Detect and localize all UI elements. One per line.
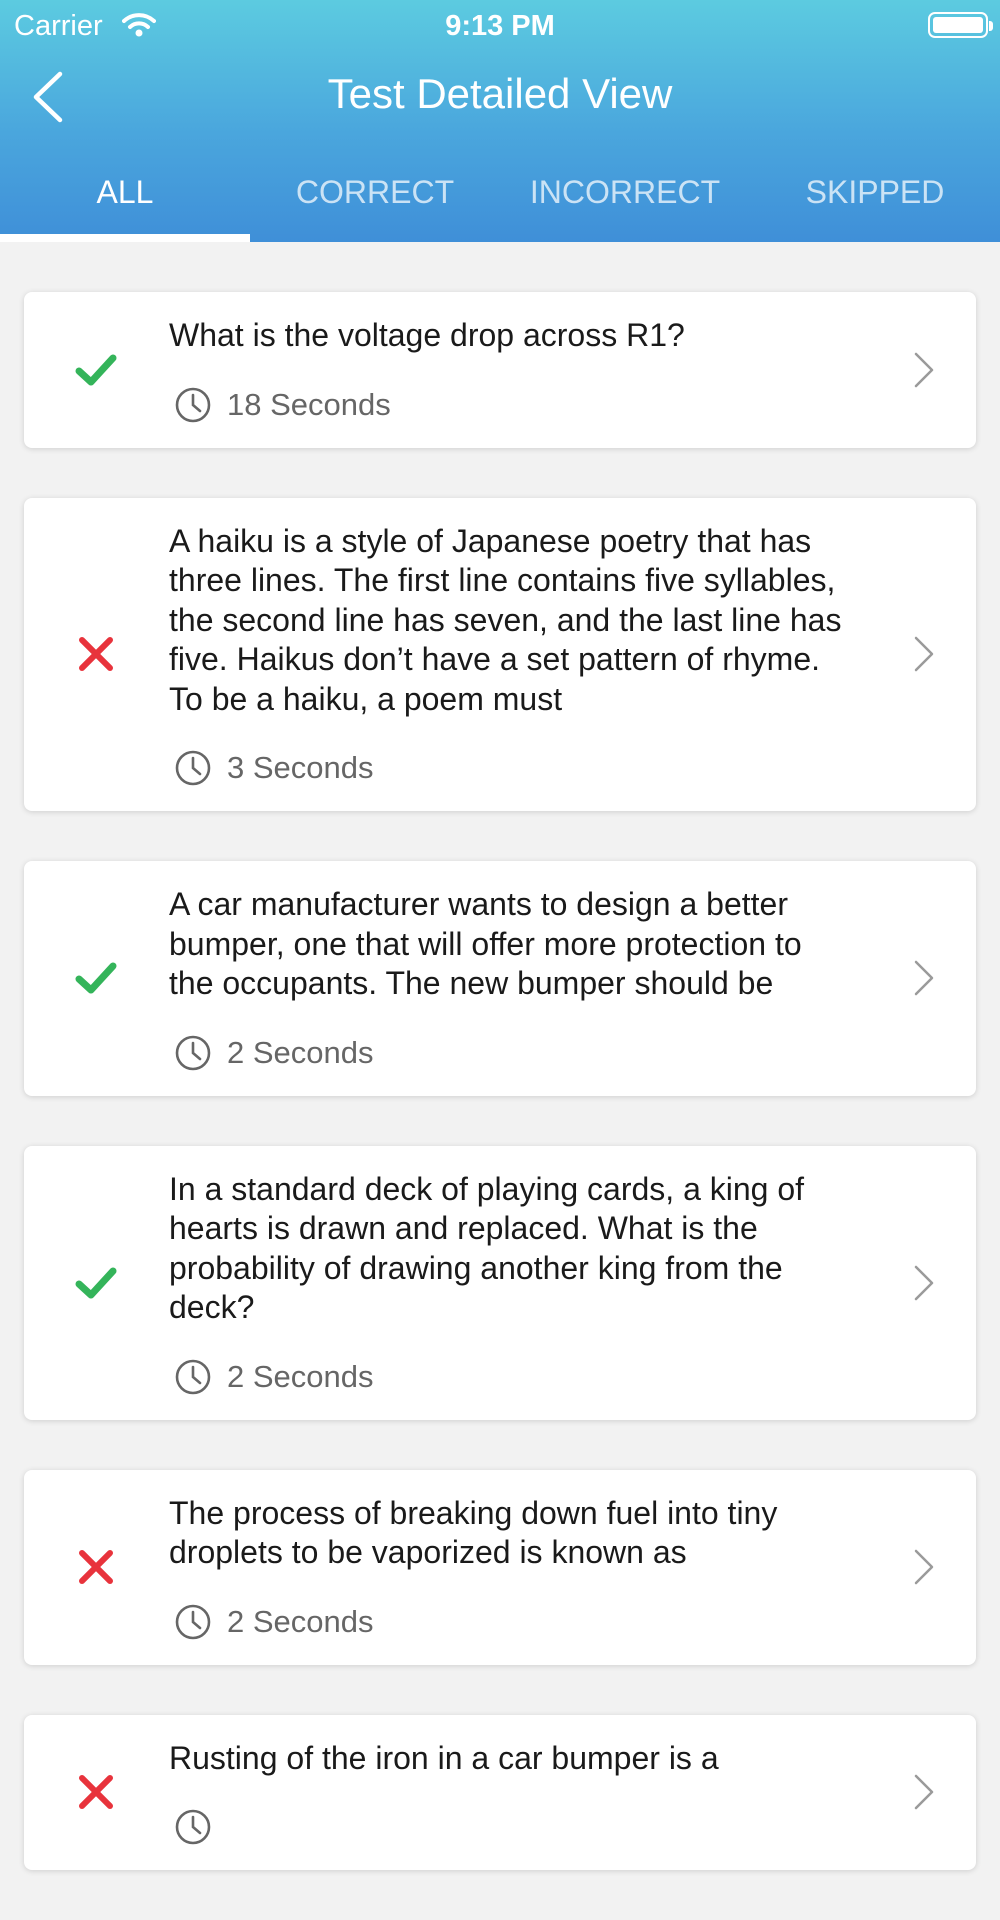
tab-skipped[interactable]: SKIPPED — [805, 174, 945, 210]
question-card[interactable] — [24, 1715, 976, 1871]
question-text: In a standard deck of playing cards, a king of hearts is drawn and replaced. What is the probability of drawing another king from the deck? — [169, 1170, 805, 1325]
chevron-right-icon — [912, 1547, 936, 1587]
app-header — [0, 0, 1000, 242]
tab-incorrect[interactable]: INCORRECT — [529, 174, 721, 210]
time-taken — [169, 1034, 846, 1072]
status-time: 9:13 PM — [445, 10, 555, 42]
time-taken-label: 2 Seconds — [227, 1603, 374, 1639]
cross-icon — [74, 632, 118, 676]
question-card[interactable] — [24, 1470, 976, 1665]
status-bar — [0, 0, 1000, 50]
clock-icon — [174, 749, 212, 787]
chevron-right-icon — [912, 1263, 936, 1303]
question-card[interactable] — [24, 292, 976, 448]
time-taken — [169, 1603, 846, 1641]
checkmark-icon — [74, 956, 118, 1000]
clock-icon — [174, 1603, 212, 1641]
question-text: Rusting of the iron in a car bumper is a — [169, 1739, 719, 1776]
question-text: What is the voltage drop across R1? — [169, 317, 685, 353]
time-taken — [169, 1358, 846, 1396]
time-taken-label: 2 Seconds — [227, 1358, 374, 1394]
clock-icon — [174, 1808, 212, 1846]
time-taken-label: 3 Seconds — [227, 750, 374, 785]
filter-tabs — [0, 168, 1000, 242]
clock-icon — [174, 386, 212, 424]
question-card[interactable] — [24, 1146, 976, 1420]
checkmark-icon — [74, 348, 118, 392]
clock-icon — [174, 1358, 212, 1396]
chevron-right-icon — [912, 634, 936, 674]
battery-icon — [928, 12, 988, 38]
chevron-right-icon — [912, 350, 936, 390]
time-taken-label: 18 Seconds — [227, 386, 391, 422]
question-card[interactable] — [24, 498, 976, 812]
clock-icon — [174, 1034, 212, 1072]
cross-icon — [74, 1770, 118, 1814]
time-taken — [169, 749, 846, 787]
tab-correct[interactable]: CORRECT — [295, 174, 455, 210]
question-text: A car manufacturer wants to design a better bumper, one that will offer more protection to the occupants. The new bumper should be — [169, 886, 802, 1001]
chevron-right-icon — [912, 1772, 936, 1812]
question-text: A haiku is a style of Japanese poetry that has three lines. The first line contains five syllables, the second line has seven, and the last line has five. Haikus don’t have a set pattern of rhyme. To be a haiku, a poem must — [169, 522, 842, 717]
time-taken — [169, 386, 846, 424]
tab-all[interactable]: ALL — [0, 168, 250, 242]
chevron-right-icon — [912, 958, 936, 998]
question-list — [24, 292, 976, 1920]
question-card[interactable] — [24, 861, 976, 1096]
time-taken — [169, 1808, 846, 1846]
time-taken-label: 2 Seconds — [227, 1034, 374, 1070]
carrier-label: Carrier — [14, 10, 103, 42]
checkmark-icon — [74, 1261, 118, 1305]
cross-icon — [74, 1545, 118, 1589]
page-title: Test Detailed View — [327, 70, 673, 117]
question-text: The process of breaking down fuel into tiny droplets to be vaporized is known as — [169, 1494, 778, 1570]
